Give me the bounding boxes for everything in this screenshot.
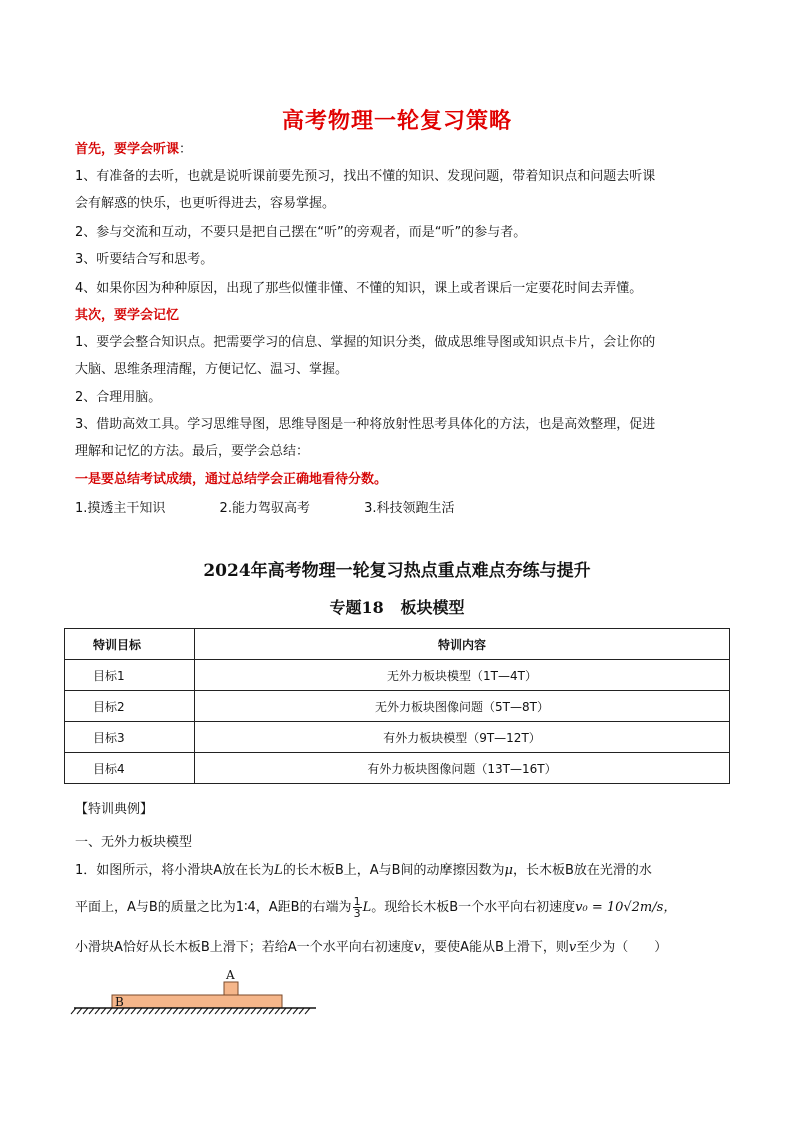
problem-text: 至少为（ ） <box>576 940 668 955</box>
hatch-line <box>275 1008 280 1014</box>
hatch-line <box>155 1008 160 1014</box>
board-block-figure <box>70 962 330 1022</box>
table-cell: 有外力板块模型（9T—12T） <box>195 722 730 753</box>
label-B: B <box>115 995 124 1009</box>
hatch-line <box>131 1008 136 1014</box>
section1-heading: 首先，要学会听课 <box>75 142 180 157</box>
section1-heading-line <box>75 139 725 161</box>
hatch-line <box>83 1008 88 1014</box>
paragraph: 理解和记忆的方法。最后，要学会总结： <box>75 444 310 459</box>
table-cell: 目标4 <box>65 753 195 784</box>
hatch-line <box>143 1008 148 1014</box>
symbol-v: v <box>568 940 577 955</box>
hatch-line <box>263 1008 268 1014</box>
paragraph: 会有解惑的快乐，也更听得进去，容易掌握。 <box>75 196 336 211</box>
problem-text: ，长木板B放在光滑的水 <box>513 863 652 878</box>
table-header-cell: 特训内容 <box>195 629 730 660</box>
fraction-numerator: 1 <box>353 895 361 908</box>
table-cell: 目标3 <box>65 722 195 753</box>
topic-item: 1.摸透主干知识 <box>75 501 166 516</box>
hatch-line <box>245 1008 250 1014</box>
hatch-line <box>209 1008 214 1014</box>
hatch-line <box>77 1008 82 1014</box>
hatch-line <box>125 1008 130 1014</box>
problem-line <box>75 937 735 959</box>
hatch-line <box>305 1008 310 1014</box>
hatch-line <box>89 1008 94 1014</box>
goals-table <box>64 628 730 784</box>
topic-item: 3.科技领跑生活 <box>364 501 455 516</box>
problem-text: ，要使A能从B上滑下，则 <box>421 940 569 955</box>
hatch-line <box>221 1008 226 1014</box>
hatch-line <box>293 1008 298 1014</box>
hatch-line <box>203 1008 208 1014</box>
topic-title: 专题18 板块模型 <box>329 598 465 617</box>
hatch-line <box>257 1008 262 1014</box>
hatch-line <box>161 1008 166 1014</box>
hatch-line <box>281 1008 286 1014</box>
examples-heading: 【特训典例】 <box>75 802 154 817</box>
table-header-row <box>65 629 730 660</box>
fraction-denominator: 3 <box>353 907 361 920</box>
table-cell: 无外力板块图像问题（5T—8T） <box>195 691 730 722</box>
hatch-line <box>71 1008 76 1014</box>
hatch-line <box>179 1008 184 1014</box>
table-cell: 有外力板块图像问题（13T—16T） <box>195 753 730 784</box>
table-header-cell: 特训目标 <box>65 629 195 660</box>
colon: ： <box>179 142 193 157</box>
problem-text: 1．如图所示，将小滑块A放在长为 <box>75 863 275 878</box>
problem-text: 小滑块A恰好从长木板B上滑下；若给A一个水平向右初速度 <box>75 940 414 955</box>
table-cell: 目标1 <box>65 660 195 691</box>
symbol-v: v <box>413 940 422 955</box>
ground-hatching <box>71 1008 310 1014</box>
hatch-line <box>149 1008 154 1014</box>
hatch-line <box>167 1008 172 1014</box>
hatch-line <box>269 1008 274 1014</box>
paragraph: 3、借助高效工具。学习思维导图，思维导图是一种将放射性思考具体化的方法，也是高效整理，促进 <box>75 417 656 432</box>
symbol-mu: μ <box>504 863 513 878</box>
part-heading: 一、无外力板块模型 <box>75 835 193 850</box>
paragraph: 2、参与交流和互动，不要只是把自己摆在“听”的旁观者，而是“听”的参与者。 <box>75 225 527 240</box>
problem-line <box>75 860 735 882</box>
fraction <box>353 896 362 919</box>
topic-item: 2.能力驾驭高考 <box>219 501 310 516</box>
symbol-L: L <box>274 863 283 878</box>
initial-velocity-expression: v₀ = 10√2m/s， <box>575 900 677 915</box>
paragraph: 大脑、思维条理清醒，方便记忆、温习、掌握。 <box>75 362 349 377</box>
paragraph: 3、听要结合写和思考。 <box>75 252 214 267</box>
paragraph: 2、合理用脑。 <box>75 390 162 405</box>
hatch-line <box>299 1008 304 1014</box>
table-row <box>65 753 730 784</box>
summary-red-line: 一是要总结考试成绩，通过总结学会正确地看待分数。 <box>75 472 388 487</box>
problem-text: 平面上，A与B的质量之比为1∶4，A距B的右端为 <box>75 900 352 915</box>
block-A <box>224 982 238 995</box>
hatch-line <box>233 1008 238 1014</box>
hatch-line <box>197 1008 202 1014</box>
topic-list <box>75 497 505 516</box>
hatch-line <box>107 1008 112 1014</box>
paragraph: 4、如果你因为种种原因，出现了那些似懂非懂、不懂的知识，课上或者课后一定要花时间去弄懂。 <box>75 281 643 296</box>
table-cell: 目标2 <box>65 691 195 722</box>
hatch-line <box>137 1008 142 1014</box>
problem-text: 。现给长木板B一个水平向右初速度 <box>371 900 576 915</box>
section2-heading-line <box>75 305 725 327</box>
hatch-line <box>95 1008 100 1014</box>
paragraph: 1、有准备的去听，也就是说听课前要先预习，找出不懂的知识、发现问题，带着知识点和问题去听课 <box>75 169 656 184</box>
hatch-line <box>191 1008 196 1014</box>
paragraph: 1、要学会整合知识点。把需要学习的信息、掌握的知识分类，做成思维导图或知识点卡片，会让你的 <box>75 335 656 350</box>
hatch-line <box>227 1008 232 1014</box>
hatch-line <box>251 1008 256 1014</box>
problem-line <box>75 896 745 919</box>
table-row <box>65 722 730 753</box>
hatch-line <box>173 1008 178 1014</box>
table-row <box>65 691 730 722</box>
hatch-line <box>185 1008 190 1014</box>
hatch-line <box>287 1008 292 1014</box>
board-B <box>112 995 282 1008</box>
document-title: 高考物理一轮复习策略 <box>281 109 512 134</box>
symbol-L: L <box>362 900 372 915</box>
table-cell: 无外力板块模型（1T—4T） <box>195 660 730 691</box>
hatch-line <box>239 1008 244 1014</box>
exam-title: 2024年高考物理一轮复习热点重点难点夯练与提升 <box>203 561 591 581</box>
section2-heading: 其次，要学会记忆 <box>75 308 180 323</box>
problem-text: 的长木板B上，A与B间的动摩擦因数为 <box>282 863 505 878</box>
label-A: A <box>226 968 235 982</box>
table-row <box>65 660 730 691</box>
hatch-line <box>215 1008 220 1014</box>
hatch-line <box>101 1008 106 1014</box>
